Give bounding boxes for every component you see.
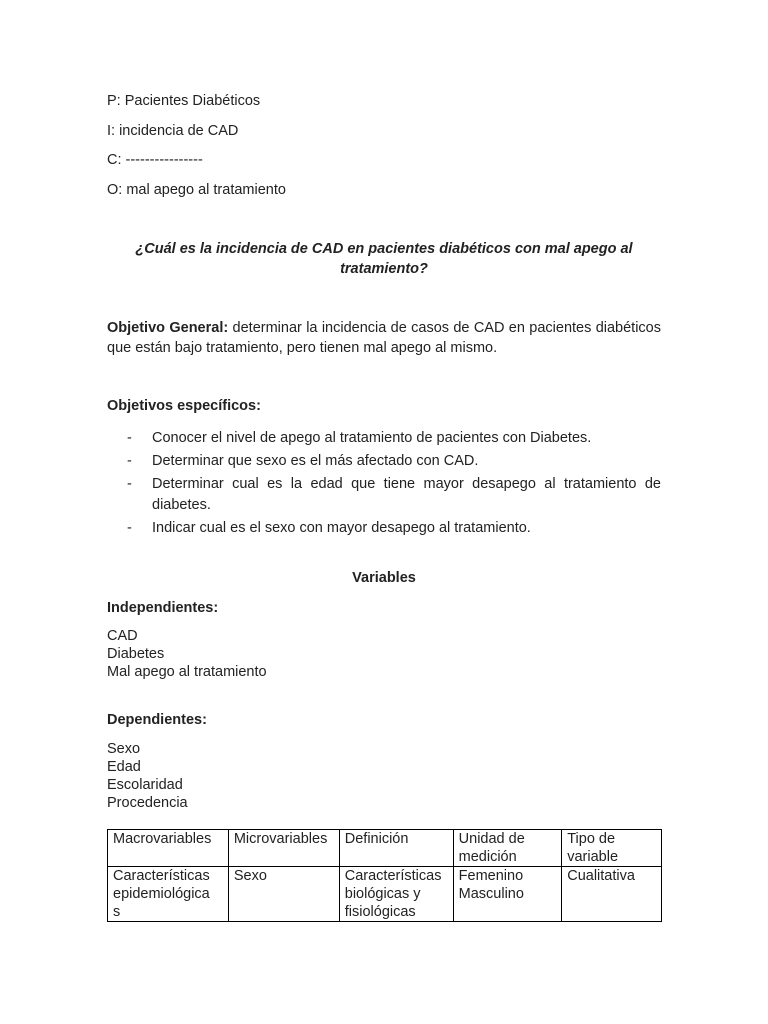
- bullet-dash: -: [127, 519, 132, 536]
- table-cell: Características epidemiológica s: [108, 867, 229, 922]
- bullet-dash: -: [127, 430, 132, 446]
- table-row: [108, 867, 662, 922]
- list-item: Diabetes: [107, 646, 165, 662]
- list-item-text: Conocer el nivel de apego al tratamiento de pacientes con Diabetes.: [152, 430, 592, 446]
- general-objective-text: determinar la incidencia de casos de CAD en pacientes diabéticos que están bajo tratamiento, pero tienen mal apego al mismo.: [107, 320, 661, 356]
- list-item: [107, 474, 661, 515]
- list-item: Mal apego al tratamiento: [107, 664, 267, 680]
- specific-objectives-list: [107, 428, 661, 541]
- table-header-cell: Tipo de variable: [562, 830, 662, 867]
- pico-o: O: mal apego al tratamiento: [107, 182, 286, 198]
- specific-objectives-heading: Objetivos específicos:: [107, 398, 261, 414]
- bullet-dash: -: [127, 476, 132, 492]
- bullet-dash: -: [127, 453, 132, 469]
- pico-c: C: ----------------: [107, 152, 203, 168]
- list-item: Sexo: [107, 741, 141, 757]
- independent-list: [107, 627, 267, 681]
- pico-p: P: Pacientes Diabéticos: [107, 93, 261, 109]
- dependent-list: [107, 740, 188, 812]
- table-header-cell: Macrovariables: [108, 830, 229, 867]
- table-header-cell: Microvariables: [228, 830, 339, 867]
- list-item: [107, 518, 661, 539]
- variables-heading: Variables: [352, 570, 416, 586]
- independent-heading: Independientes:: [107, 600, 219, 616]
- table-cell: Sexo: [228, 867, 339, 922]
- research-question-line-2: tratamiento?: [340, 261, 428, 277]
- general-objective-label: Objetivo General:: [107, 320, 229, 336]
- list-item: Edad: [107, 759, 141, 775]
- list-item-text: Determinar cual es la edad que tiene mayor desapego al tratamiento de diabetes.: [152, 476, 661, 513]
- variables-table: [107, 829, 662, 922]
- list-item: [107, 451, 661, 472]
- table-header-row: [108, 830, 662, 867]
- list-item: [107, 428, 661, 449]
- table-header-cell: Definición: [339, 830, 453, 867]
- research-question-line-1: ¿Cuál es la incidencia de CAD en pacientes diabéticos con mal apego al: [135, 241, 633, 257]
- pico-i: I: incidencia de CAD: [107, 123, 239, 139]
- list-item-text: Indicar cual es el sexo con mayor desapego al tratamiento.: [152, 519, 531, 536]
- table-header-cell: Unidad de medición: [453, 830, 562, 867]
- list-item: Procedencia: [107, 795, 188, 811]
- general-objective: [107, 318, 661, 358]
- list-item-text: Determinar que sexo es el más afectado con CAD.: [152, 453, 479, 469]
- list-item: CAD: [107, 628, 138, 644]
- dependent-heading: Dependientes:: [107, 712, 207, 728]
- table-cell: Femenino Masculino: [453, 867, 562, 922]
- research-question: [107, 239, 661, 279]
- list-item: Escolaridad: [107, 777, 183, 793]
- table-cell: Características biológicas y fisiológicas: [339, 867, 453, 922]
- table-cell: Cualitativa: [562, 867, 662, 922]
